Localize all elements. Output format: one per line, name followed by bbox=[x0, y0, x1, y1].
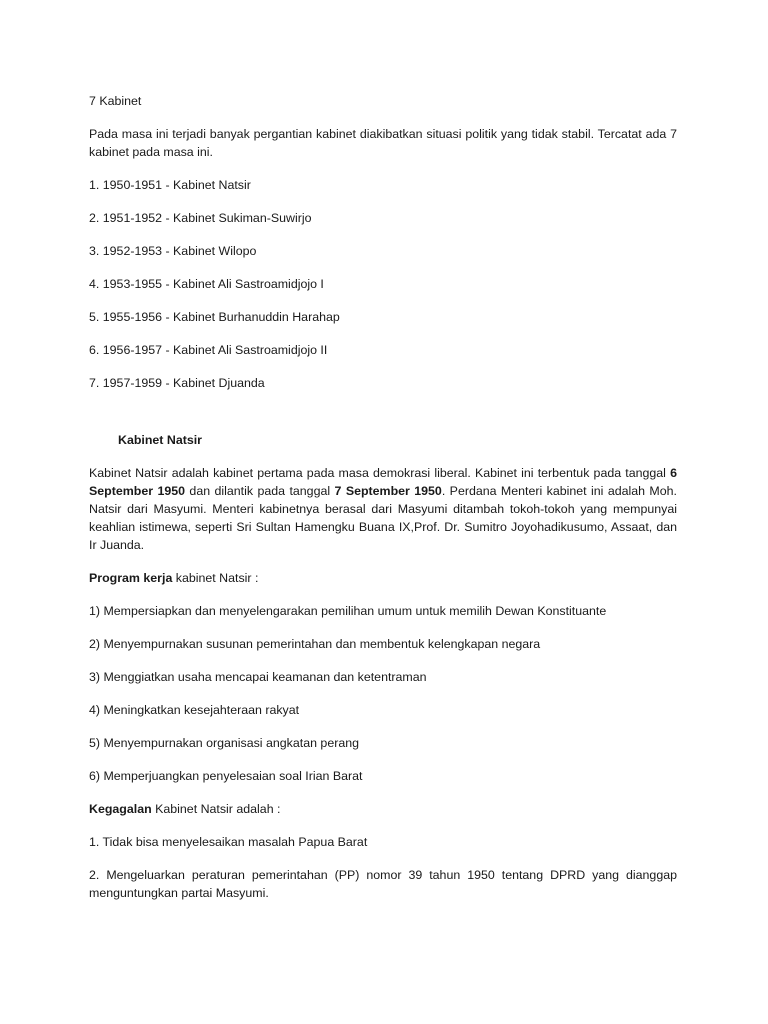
program-item: 1) Mempersiapkan dan menyelengarakan pemilihan umum untuk memilih Dewan Konstituante bbox=[89, 604, 607, 618]
cabinet-list-item: 3. 1952-1953 - Kabinet Wilopo bbox=[89, 244, 257, 258]
doc-title: 7 Kabinet bbox=[89, 94, 142, 108]
cabinet-list-item: 1. 1950-1951 - Kabinet Natsir bbox=[89, 178, 251, 192]
section-heading-natsir: Kabinet Natsir bbox=[118, 433, 202, 447]
program-label: Program kerja bbox=[89, 571, 173, 585]
program-item: 5) Menyempurnakan organisasi angkatan perang bbox=[89, 736, 360, 750]
failure-heading bbox=[89, 800, 677, 818]
cabinet-list-item: 5. 1955-1956 - Kabinet Burhanuddin Harahap bbox=[89, 310, 340, 324]
failure-label: Kegagalan bbox=[89, 802, 152, 816]
cabinet-list-item: 4. 1953-1955 - Kabinet Ali Sastroamidjojo I bbox=[89, 277, 324, 291]
program-heading bbox=[89, 569, 677, 587]
cabinet-list-item: 2. 1951-1952 - Kabinet Sukiman-Suwirjo bbox=[89, 211, 312, 225]
inauguration-date: 7 September 1950 bbox=[334, 484, 442, 498]
failure-item: 1. Tidak bisa menyelesaikan masalah Papua Barat bbox=[89, 835, 368, 849]
failure-item: 2. Mengeluarkan peraturan pemerintahan (PP) nomor 39 tahun 1950 tentang DPRD yang dianggap menguntungkan partai Masyumi. bbox=[89, 868, 677, 900]
natsir-description bbox=[89, 464, 677, 554]
program-item: 6) Memperjuangkan penyelesaian soal Irian Barat bbox=[89, 769, 363, 783]
text-segment: . Perdana Menteri kabinet ini adalah Moh. Natsir dari Masyumi. Menteri kabinetnya berasal dari Masyumi ditambah tokoh-tokoh yang mempunyai keahlian istimewa, seperti Sri Sultan Hamengku Buana IX,Prof. Dr. Sumitro Joyohadikusumo, Assaat, dan Ir Juanda. bbox=[89, 484, 677, 552]
cabinet-list-item: 7. 1957-1959 - Kabinet Djuanda bbox=[89, 376, 265, 390]
failure-label-rest: Kabinet Natsir adalah : bbox=[151, 802, 281, 816]
program-item: 2) Menyempurnakan susunan pemerintahan dan membentuk kelengkapan negara bbox=[89, 637, 541, 651]
text-segment: dan dilantik pada tanggal bbox=[185, 484, 335, 498]
program-label-rest: kabinet Natsir : bbox=[172, 571, 259, 585]
cabinet-list-item: 6. 1956-1957 - Kabinet Ali Sastroamidjojo II bbox=[89, 343, 328, 357]
program-item: 3) Menggiatkan usaha mencapai keamanan dan ketentraman bbox=[89, 670, 427, 684]
program-item: 4) Meningkatkan kesejahteraan rakyat bbox=[89, 703, 300, 717]
document-page bbox=[89, 92, 677, 902]
text-segment: Kabinet Natsir adalah kabinet pertama pada masa demokrasi liberal. Kabinet ini terbentuk pada tanggal bbox=[89, 466, 671, 480]
formation-date: 6 September 1950 bbox=[89, 466, 677, 498]
intro-paragraph: Pada masa ini terjadi banyak pergantian kabinet diakibatkan situasi politik yang tidak stabil. Tercatat ada 7 kabinet pada masa ini. bbox=[89, 127, 677, 159]
